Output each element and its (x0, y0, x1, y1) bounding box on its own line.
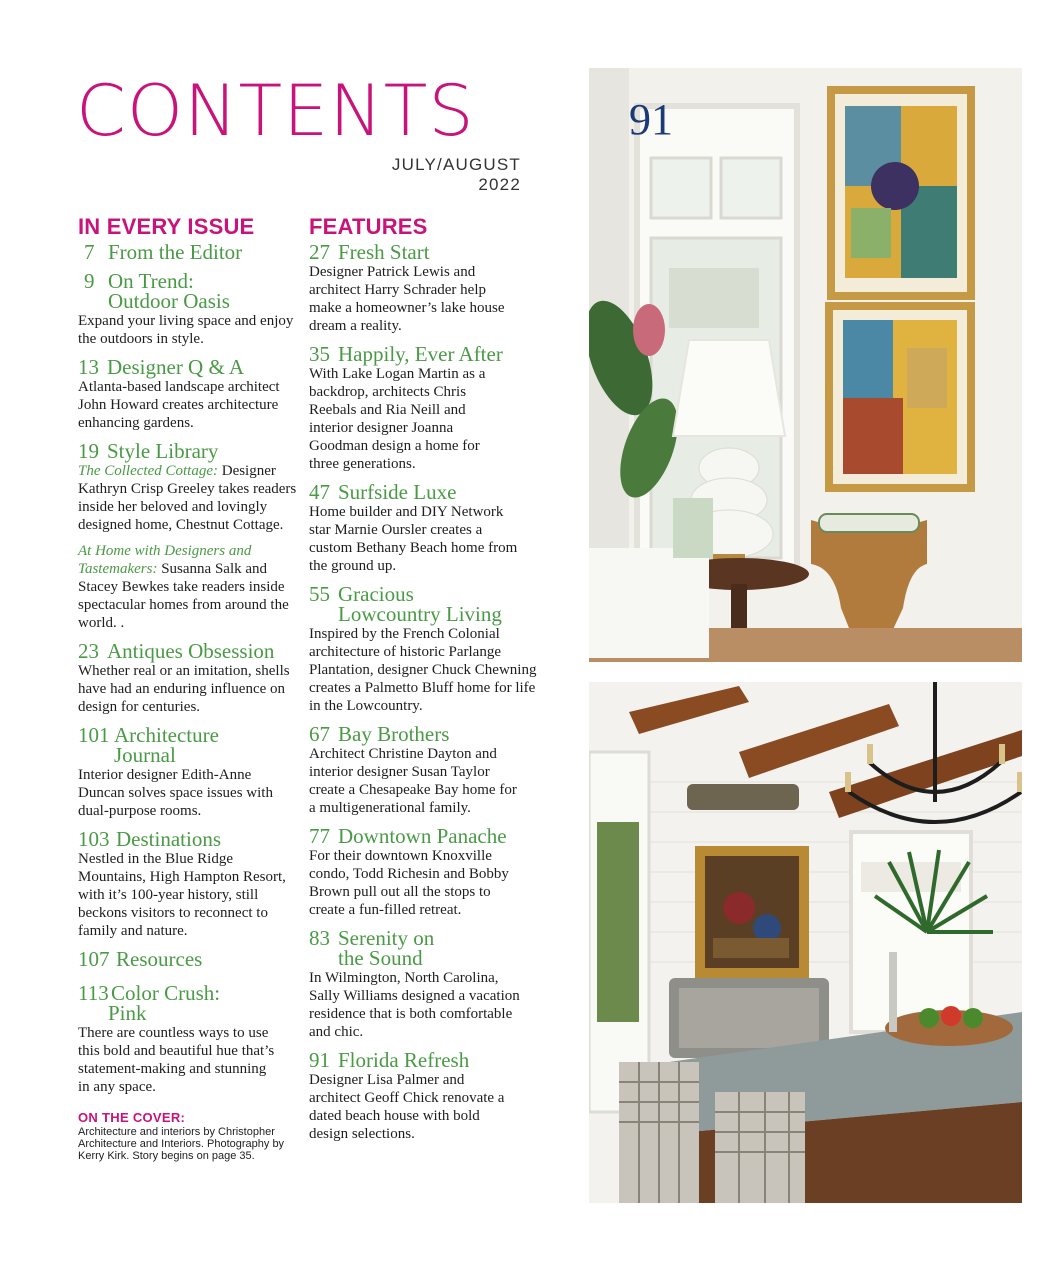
toc-entry-architecture-journal[interactable] (78, 725, 298, 820)
page-title: CONTENTS (76, 70, 475, 152)
features-heading: FEATURES (309, 214, 428, 239)
kitchen-illustration (589, 682, 1022, 1203)
entry-title-line2: Lowcountry Living (338, 602, 502, 626)
page-number: 113 (78, 981, 109, 1005)
entry-description: Architect Christine Dayton and interior designer Susan Taylor create a Chesapeake Bay home for a multigenerational family. (309, 746, 517, 816)
toc-entry-bay-brothers[interactable] (309, 724, 539, 817)
entry-description: With Lake Logan Martin as a backdrop, architects Chris Reebals and Ria Neill and interior designer Joanna Goodman design a home for three generations. (309, 366, 486, 472)
toc-entry-on-trend[interactable] (78, 271, 298, 348)
toc-entry-gracious-lowcountry-living[interactable] (309, 584, 539, 715)
subsection-title: At Home with Designers and Tastemakers: (78, 543, 252, 577)
entry-subsection (78, 462, 298, 534)
page-number: 47 (309, 480, 330, 504)
toc-entry-color-crush[interactable] (78, 983, 298, 1096)
issue-date: JULY/AUGUST 2022 (391, 155, 521, 194)
entry-title: Serenity on (338, 926, 435, 950)
entry-description: Interior designer Edith-Anne Duncan solves space issues with dual-purpose rooms. (78, 767, 273, 819)
on-the-cover-text: Architecture and interiors by Christopher Architecture and Interiors. Photography by Kerry Kirk. Story begins on page 35. (78, 1126, 285, 1162)
entry-description: For their downtown Knoxville condo, Todd Richesin and Bobby Brown pull out all the stops to create a fun-filled retreat. (309, 848, 509, 918)
on-the-cover (78, 1110, 288, 1162)
entry-description: Expand your living space and enjoy the outdoors in style. (78, 313, 294, 347)
entry-title: On Trend: (108, 269, 194, 293)
entry-description: Atlanta-based landscape architect John Howard creates architecture enhancing gardens. (78, 379, 280, 431)
page-number: 77 (309, 824, 330, 848)
page-number: 27 (309, 240, 330, 264)
entry-title-line2: Pink (108, 1001, 147, 1025)
page-number: 19 (78, 439, 99, 463)
entry-title-line2: the Sound (338, 946, 423, 970)
entry-description: Home builder and DIY Network star Marnie Oursler creates a custom Bethany Beach home from the ground up. (309, 504, 518, 574)
subsection-description: Designer Kathryn Crisp Greeley takes readers inside her beloved and lovingly designed home, Chestnut Cottage. (78, 463, 297, 533)
page-number: 107 (78, 947, 110, 971)
toc-entry-from-the-editor[interactable] (78, 242, 298, 262)
entry-title: Surfside Luxe (338, 480, 457, 504)
toc-entry-downtown-panache[interactable] (309, 826, 539, 919)
entry-title: Architecture (114, 723, 219, 747)
in-every-issue-heading: IN EVERY ISSUE (78, 214, 255, 239)
subsection-title: The Collected Cottage: (78, 463, 218, 479)
entry-title: From the Editor (108, 240, 243, 264)
entry-title: Gracious (338, 582, 414, 606)
entry-description: Designer Lisa Palmer and architect Geoff Chick renovate a dated beach house with bold design selections. (309, 1072, 505, 1142)
page-number: 91 (309, 1048, 330, 1072)
entry-title: Designer Q & A (107, 355, 245, 379)
feature-photo-florida-refresh[interactable] (589, 68, 1022, 662)
living-room-illustration (589, 68, 1022, 662)
entry-description: In Wilmington, North Carolina, Sally Williams designed a vacation residence that is both comfortable and chic. (309, 970, 520, 1040)
entry-title: Color Crush: (111, 981, 221, 1005)
entry-title: Florida Refresh (338, 1048, 470, 1072)
entry-title: Resources (116, 947, 203, 971)
subsection-description: Susanna Salk and Stacey Bewkes take readers inside spectacular homes from around the world. . (78, 561, 289, 631)
entry-title: Happily, Ever After (338, 342, 503, 366)
in-every-issue-column (78, 214, 298, 1162)
toc-entry-destinations[interactable] (78, 829, 298, 940)
page-number: 83 (309, 926, 330, 950)
page-number: 67 (309, 722, 330, 746)
toc-entry-fresh-start[interactable] (309, 242, 539, 335)
entry-subsection (78, 542, 298, 632)
entry-title: Antiques Obsession (107, 639, 275, 663)
page-number: 35 (309, 342, 330, 366)
entry-description: Nestled in the Blue Ridge Mountains, High Hampton Resort, with it’s 100-year history, still beckons visitors to reconnect to family and nature. (78, 851, 286, 939)
page-number: 9 (84, 269, 95, 293)
entry-title: Fresh Start (338, 240, 430, 264)
features-column (309, 214, 539, 1152)
page-number: 103 (78, 827, 110, 851)
feature-photo-kitchen[interactable] (589, 682, 1022, 1203)
toc-entry-style-library[interactable] (78, 441, 298, 632)
entry-title-line2: Outdoor Oasis (108, 289, 230, 313)
entry-title: Destinations (116, 827, 221, 851)
toc-entry-antiques-obsession[interactable] (78, 641, 298, 716)
page-number: 7 (84, 240, 95, 264)
entry-description: There are countless ways to use this bold and beautiful hue that’s statement-making and stunning in any space. (78, 1025, 275, 1095)
page-number: 13 (78, 355, 99, 379)
page-number: 55 (309, 582, 330, 606)
entry-title: Bay Brothers (338, 722, 450, 746)
photo-page-reference: 91 (629, 95, 673, 144)
entry-title-line2: Journal (114, 743, 176, 767)
toc-entry-surfside-luxe[interactable] (309, 482, 539, 575)
toc-entry-designer-qa[interactable] (78, 357, 298, 432)
on-the-cover-heading: ON THE COVER: (78, 1110, 186, 1125)
page-number: 23 (78, 639, 99, 663)
toc-entry-resources[interactable] (78, 949, 298, 969)
toc-entry-serenity-on-the-sound[interactable] (309, 928, 539, 1041)
entry-description: Designer Patrick Lewis and architect Harry Schrader help make a homeowner’s lake house dream a reality. (309, 264, 505, 334)
entry-description: Whether real or an imitation, shells have had an enduring influence on design for centuries. (78, 663, 290, 715)
entry-title: Style Library (107, 439, 219, 463)
entry-description: Inspired by the French Colonial architecture of historic Parlange Plantation, designer Chuck Chewning creates a Palmetto Bluff home for life in the Lowcountry. (309, 626, 537, 714)
page-number: 101 (78, 723, 110, 747)
toc-entry-happily-ever-after[interactable] (309, 344, 539, 473)
toc-entry-florida-refresh[interactable] (309, 1050, 539, 1143)
entry-title: Downtown Panache (338, 824, 507, 848)
